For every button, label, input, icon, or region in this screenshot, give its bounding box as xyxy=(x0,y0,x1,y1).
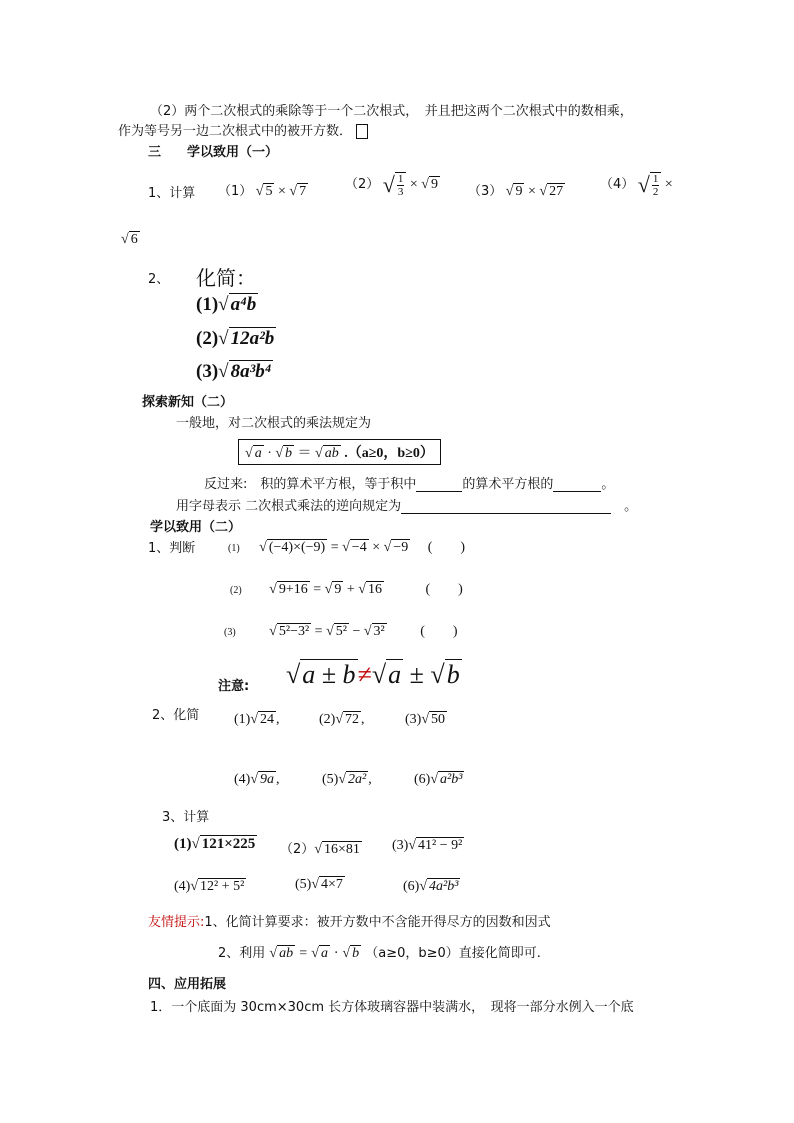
item-radicand: 16×81 xyxy=(323,842,360,857)
calc1-item-1-b: 7 xyxy=(299,184,307,199)
tips-b: b xyxy=(352,946,360,961)
tips-line-1 xyxy=(148,911,551,930)
calc3-item-3: (3)√ 41² − 9² xyxy=(392,838,463,853)
simplify2-item-2: (2)√ 72 , xyxy=(319,712,365,727)
judge-index: (1) xyxy=(228,543,240,554)
judge-b: −9 xyxy=(393,540,409,555)
item-index: (3) xyxy=(405,712,422,727)
judge-item-3: (3) √ 5²−3² = √ 5² − √ 3² ( ) xyxy=(224,624,458,639)
rule-eq: ＝ xyxy=(297,446,312,461)
multiplication-rule-box: √ a · √ b ＝ √ ab .（a≥0，b≥0） xyxy=(238,439,441,465)
item-radicand: a²b³ xyxy=(440,772,463,787)
fraction-denominator: 3 xyxy=(397,186,404,198)
calc1-item-4-num: （4） xyxy=(600,177,635,193)
reverse-text-2: 的算术平方根的 xyxy=(462,477,554,492)
explore-rule-intro: 一般地，对二次根式的乘法规定为 xyxy=(176,416,372,431)
item-index: (1) xyxy=(174,836,192,852)
intro-line-2-text: 作为等号另一边二次根式中的被开方数． xyxy=(118,124,353,139)
calc1-item-4-b-val: 6 xyxy=(130,232,138,247)
expr-index: (1) xyxy=(196,294,219,315)
calc1-item-3-b: 27 xyxy=(549,184,564,199)
item-radicand: 72 xyxy=(345,712,360,727)
simplify1-expr-2: (2)√ 12a²b xyxy=(196,328,275,349)
judge-eq: = xyxy=(314,624,323,639)
blank-2[interactable] xyxy=(553,491,601,492)
expr-index: (2) xyxy=(196,328,219,349)
item-index: (1) xyxy=(234,712,251,727)
item-radicand: 9a xyxy=(260,772,275,787)
tips-ab: ab xyxy=(279,946,294,961)
explore-letter xyxy=(176,495,637,514)
item-radicand: 4a²b³ xyxy=(429,879,459,894)
application-question-1: 1．一个底面为 30cm×30cm 长方体玻璃容器中装满水， 现将一部分水例入一个底 xyxy=(150,1000,634,1015)
item-index: (6) xyxy=(414,772,431,787)
explore-reverse xyxy=(204,473,614,492)
judge-op: − xyxy=(352,624,361,639)
judge-a: 9 xyxy=(334,582,342,597)
judge-a: −4 xyxy=(351,540,367,555)
item-radicand: 50 xyxy=(431,712,446,727)
note-a: a xyxy=(388,660,402,689)
note-pm: ± xyxy=(409,660,424,689)
times-sign: × xyxy=(664,177,673,193)
letter-text: 用字母表示 二次根式乘法的逆向规定为 xyxy=(176,499,402,514)
fraction-numerator: 1 xyxy=(652,173,659,185)
item-radicand: 24 xyxy=(260,712,275,727)
tips-line-2: 2、利用 √ ab = √ a · √ b （a≥0，b≥0）直接化简即可. xyxy=(218,946,541,961)
judge-item-1: (1) √ (−4)×(−9) = √ −4 × √ −9 ( ) xyxy=(228,540,466,555)
tips-a: a xyxy=(320,946,328,961)
simplify1-expr-3: (3)√ 8a³b⁴ xyxy=(196,361,272,382)
simplify1-label: 2、 xyxy=(148,272,170,287)
item-sep: , xyxy=(276,712,280,727)
judge-op: + xyxy=(346,582,355,597)
calc3-label: 3、计算 xyxy=(162,810,210,825)
tips-eq: = xyxy=(299,946,308,961)
calc3-item-6: (6)√ 4a²b³ xyxy=(403,879,459,894)
rule-condition: .（a≥0，b≥0） xyxy=(344,446,434,461)
times-sign: × xyxy=(527,184,536,199)
times-sign: × xyxy=(277,184,286,199)
judge-answer-paren[interactable]: ( ) xyxy=(427,540,466,555)
note-formula: √a ± b≠√a ± √b xyxy=(286,660,460,689)
answer-checkbox[interactable] xyxy=(356,124,368,139)
expr-index: (3) xyxy=(196,361,219,382)
simplify1-title: 化简： xyxy=(196,266,256,290)
expr-radicand: a⁴b xyxy=(230,294,257,315)
item-sep: , xyxy=(361,712,365,727)
rule-ab: ab xyxy=(324,446,339,461)
reverse-end: 。 xyxy=(601,477,615,492)
tips-text-1: 1、化简计算要求：被开方数中不含能开得尽方的因数和因式 xyxy=(204,915,551,930)
fraction-numerator: 1 xyxy=(397,173,404,185)
simplify1-expr-1: (1)√ a⁴b xyxy=(196,294,257,315)
item-index: （2） xyxy=(280,842,315,857)
intro-line-1: （2）两个二次根式的乘除等于一个二次根式， 并且把这两个二次根式中的数相乘， xyxy=(150,104,633,119)
judge-answer-paren[interactable]: ( ) xyxy=(420,624,458,639)
item-index: (4) xyxy=(234,772,251,787)
item-radicand: 121×225 xyxy=(201,836,256,852)
calc3-item-2: （2）√ 16×81 xyxy=(280,842,360,857)
reverse-text-1: 反过来: 积的算术平方根，等于积中 xyxy=(204,477,417,492)
item-index: (3) xyxy=(392,838,409,853)
section-4-title: 四、应用拓展 xyxy=(148,977,227,992)
intro-line-2 xyxy=(118,120,368,139)
tips-text-2-post: （a≥0，b≥0）直接化简即可. xyxy=(365,946,541,961)
calc1-item-2-num: （2） xyxy=(345,177,380,193)
simplify2-item-3: (3)√ 50 xyxy=(405,712,446,727)
fraction-denominator: 2 xyxy=(652,186,659,198)
apply2-title: 学以致用（二） xyxy=(150,520,242,535)
item-radicand: 4×7 xyxy=(321,877,343,892)
judge-left: 9+16 xyxy=(278,582,308,597)
calc3-item-1: (1)√ 121×225 xyxy=(174,836,256,852)
calc1-item-4-b: √ 6 xyxy=(121,232,138,247)
calc1-item-2: （2） √ $\frac{1}{3}$ × √ 9 xyxy=(345,172,438,198)
calc1-label: 1、计算 xyxy=(148,186,196,201)
simplify2-item-1: (1)√ 24 , xyxy=(234,712,280,727)
item-radicand: 12² + 5² xyxy=(200,879,245,894)
expr-radicand: 12a²b xyxy=(230,328,275,349)
tips-dot: · xyxy=(334,946,339,961)
blank-3[interactable] xyxy=(401,513,611,514)
calc1-item-2-frac xyxy=(395,172,407,198)
judge-b: 16 xyxy=(367,582,382,597)
simplify2-item-4: (4)√ 9a , xyxy=(234,772,280,787)
simplify2-label: 2、化简 xyxy=(152,708,200,723)
item-index: (5) xyxy=(322,772,339,787)
calc1-item-2-b: 9 xyxy=(430,177,438,193)
section-3-title: 三 学以致用（一） xyxy=(148,145,279,160)
judge-left: (−4)×(−9) xyxy=(268,540,326,555)
blank-1[interactable] xyxy=(416,491,462,492)
calc1-item-4-frac xyxy=(650,172,662,198)
item-index: (5) xyxy=(295,877,312,892)
item-index: (4) xyxy=(174,879,191,894)
item-sep: , xyxy=(276,772,280,787)
simplify2-item-5: (5)√ 2a² , xyxy=(322,772,372,787)
rule-dot: · xyxy=(267,446,272,461)
judge-op: × xyxy=(372,540,381,555)
judge-eq: = xyxy=(313,582,322,597)
judge-item-2: (2) √ 9+16 = √ 9 + √ 16 ( ) xyxy=(230,582,463,597)
judge-eq: = xyxy=(330,540,339,555)
judge-answer-paren[interactable]: ( ) xyxy=(425,582,463,597)
judge-a: 5² xyxy=(335,624,347,639)
not-equal-sign: ≠ xyxy=(357,660,372,689)
calc3-item-5: (5)√ 4×7 xyxy=(295,877,343,892)
calc1-item-1-a: 5 xyxy=(265,184,273,199)
judge-label: 1、判断 xyxy=(148,541,196,556)
judge-index: (3) xyxy=(224,627,236,638)
calc1-item-3: （3） √ 9 × √ 27 xyxy=(468,184,564,199)
letter-end: 。 xyxy=(624,499,638,514)
explore-title: 探索新知（二） xyxy=(142,395,234,410)
item-index: (2) xyxy=(319,712,336,727)
note-left: a ± b xyxy=(302,660,356,689)
item-index: (6) xyxy=(403,879,420,894)
rule-b: b xyxy=(285,446,293,461)
judge-left: 5²−3² xyxy=(278,624,310,639)
simplify2-item-6: (6)√ a²b³ xyxy=(414,772,463,787)
times-sign: × xyxy=(409,177,418,193)
item-radicand: 2a² xyxy=(348,772,367,787)
item-radicand: 41² − 9² xyxy=(418,838,463,853)
note-b: b xyxy=(446,660,460,689)
tips-text-2-pre: 2、利用 xyxy=(218,946,266,961)
judge-index: (2) xyxy=(230,585,242,596)
calc3-item-4: (4)√ 12² + 5² xyxy=(174,879,245,894)
calc1-item-1-num: （1） xyxy=(218,184,253,199)
judge-b: 3² xyxy=(373,624,385,639)
expr-radicand: 8a³b⁴ xyxy=(230,361,272,382)
tips-label: 友情提示: xyxy=(148,915,205,930)
rule-a: a xyxy=(254,446,262,461)
calc1-item-3-a: 9 xyxy=(515,184,523,199)
calc1-item-3-num: （3） xyxy=(468,184,503,199)
calc1-item-1: （1） √ 5 × √ 7 xyxy=(218,184,307,199)
calc1-item-4: （4） √ $\frac{1}{2}$ × xyxy=(600,172,673,198)
item-sep: , xyxy=(368,772,372,787)
note-label: 注意: xyxy=(218,679,250,694)
